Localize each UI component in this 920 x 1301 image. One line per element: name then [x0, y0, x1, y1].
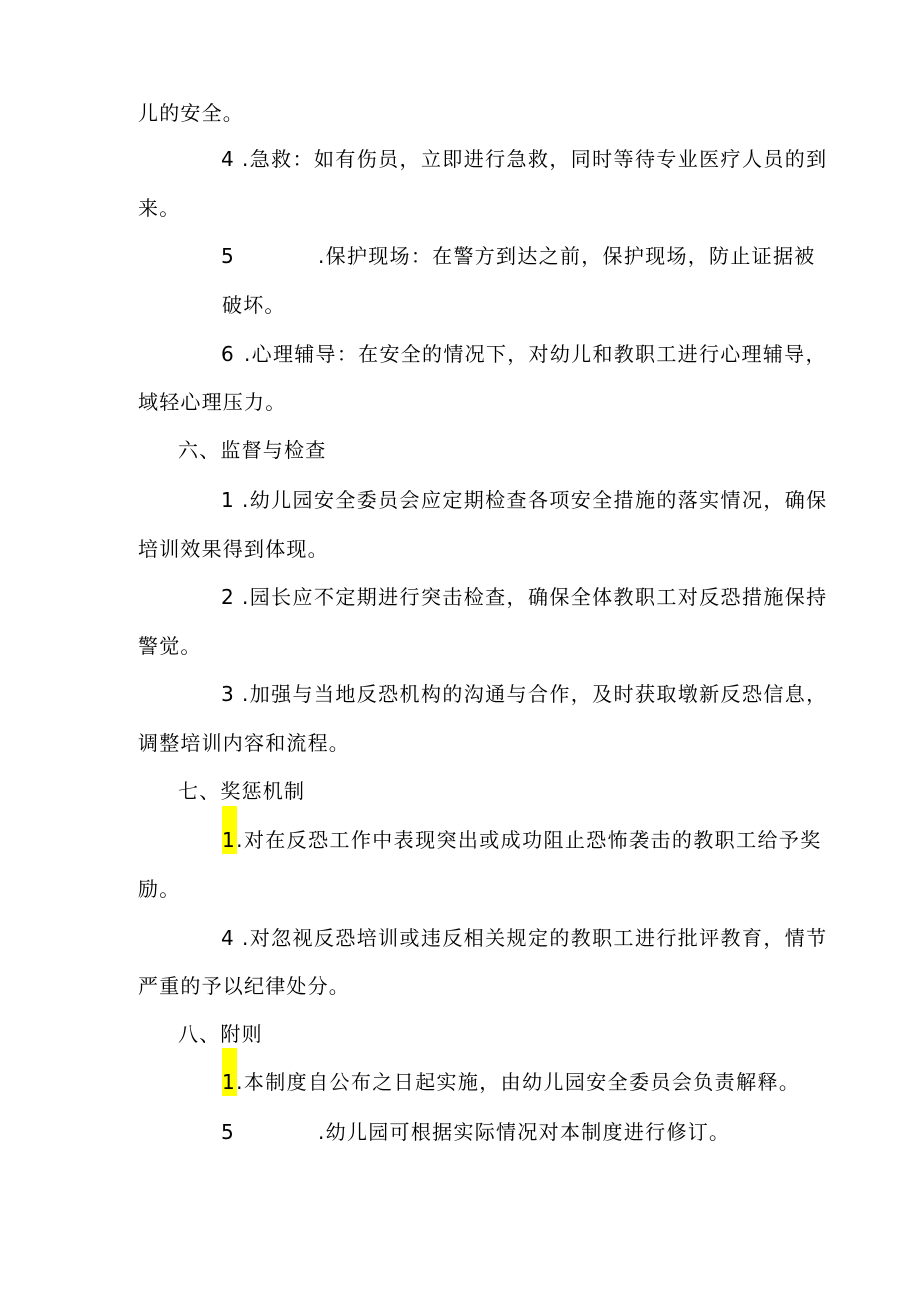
list-item-number: 1: [221, 488, 234, 512]
paragraph-continuation: 警觉。: [138, 634, 202, 658]
list-item-text: .急救：如有伤员，立即进行急救，同时等待专业医疗人员的到: [242, 147, 828, 171]
list-item-text: .对忽视反恐培训或违反相关规定的教职工进行批评教育，情节: [242, 926, 828, 950]
list-item-number: 2: [221, 585, 234, 609]
section-heading: 八、附则: [178, 1022, 263, 1046]
paragraph-continuation: 域轻心理压力。: [138, 390, 287, 414]
list-item-text: .幼儿园安全委员会应定期检查各项安全措施的落实情况，确保: [242, 488, 828, 512]
list-item-text: 1.本制度自公布之日起实施，由幼儿园安全委员会负责解释。: [222, 1070, 801, 1094]
list-item-text: .园长应不定期进行突击检查，确保全体教职工对反恐措施保持: [242, 585, 828, 609]
list-item-text: .心理辅导：在安全的情况下，对幼儿和教职工进行心理辅导，: [244, 342, 827, 366]
list-item-text: .加强与当地反恐机构的沟通与合作，及时获取墩新反恐信息，: [242, 682, 828, 706]
list-item-number: 3: [221, 682, 234, 706]
paragraph-continuation: 破坏。: [222, 293, 286, 317]
list-item-number: 5: [221, 1120, 234, 1144]
section-heading: 七、奖惩机制: [178, 779, 306, 803]
list-item-text: 1.对在反恐工作中表现突出或成功阻止恐怖袭击的教职工给予奖: [222, 828, 822, 852]
paragraph-continuation: 来。: [138, 196, 181, 220]
list-item-number: 4: [221, 926, 234, 950]
list-item-number: 4: [221, 147, 234, 171]
list-item-text: .幼儿园可根据实际情况对本制度进行修订。: [318, 1120, 731, 1144]
list-item-number: 6: [221, 342, 234, 366]
paragraph-continuation: 励。: [138, 877, 181, 901]
paragraph-continuation: 儿的安全。: [138, 101, 244, 125]
list-item-number: 5: [221, 244, 234, 268]
paragraph-continuation: 培训效果得到体现。: [138, 537, 329, 561]
section-heading: 六、监督与检查: [178, 438, 327, 462]
paragraph-continuation: 严重的予以纪律处分。: [138, 974, 350, 998]
list-item-text: .保护现场：在警方到达之前，保护现场，防止证据被: [318, 244, 816, 268]
paragraph-continuation: 调整培训内容和流程。: [138, 731, 350, 755]
